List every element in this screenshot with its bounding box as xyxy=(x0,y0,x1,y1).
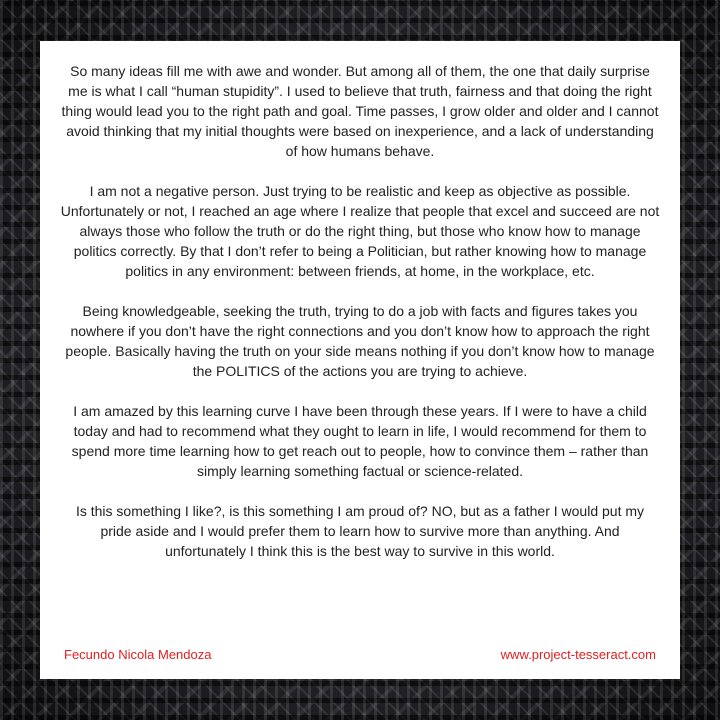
paragraph-3: Being knowledgeable, seeking the truth, trying to do a job with facts and figures takes you nowhere if you don’t have the right connections and you don’t know how to approach the right people. Basically having the truth on your side means nothing if you don’t know how to manage the POLITICS of the actions you are trying to achieve. xyxy=(65,303,655,379)
paragraph-1: So many ideas fill me with awe and wonder. But among all of them, the one that daily surprise me is what I call “human stupidity”. I used to believe that truth, fairness and that doing the right thing would lead you to the right path and goal. Time passes, I grow older and older and I cannot avoid thinking that my initial thoughts were based on inexperience, and a lack of understanding of how humans behave. xyxy=(61,63,659,159)
essay-text xyxy=(60,61,660,581)
paragraph-4: I am amazed by this learning curve I have been through these years. If I were to have a child today and had to recommend what they ought to learn in life, I would recommend for them to spend more time learning how to get reach out to people, how to convince them – rather than simply learning something factual or science-related. xyxy=(71,403,649,479)
author-name: Fecundo Nicola Mendoza xyxy=(64,647,212,662)
paragraph-5: Is this something I like?, is this something I am proud of? NO, but as a father I would put my pride aside and I would prefer them to learn how to survive more than anything. And unfortunately I think this is the best way to survive in this world. xyxy=(75,503,645,559)
quote-panel xyxy=(40,41,680,679)
website-url: www.project-tesseract.com xyxy=(500,647,656,662)
paragraph-2: I am not a negative person. Just trying to be realistic and keep as objective as possible. Unfortunately or not, I reached an age where I realize that people that excel and succeed are not always those who follow the truth or do the right thing, but those who know how to manage politics correctly. By that I don’t refer to being a Politician, but rather knowing how to manage politics in any environment: between friends, at home, in the workplace, etc. xyxy=(60,183,660,279)
